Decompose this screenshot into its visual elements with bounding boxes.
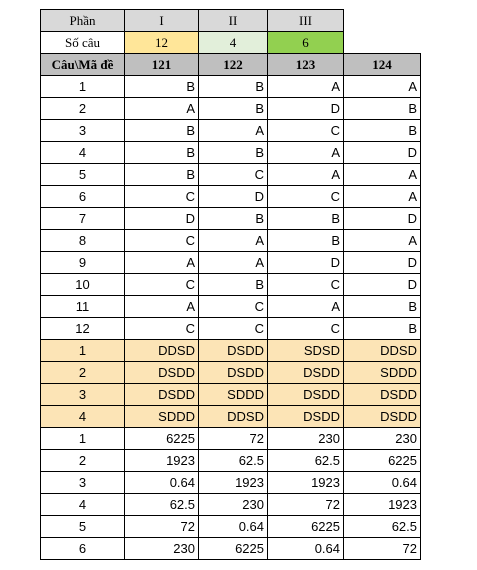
answer-cell[interactable]: 72: [125, 516, 199, 538]
answer-cell[interactable]: B: [344, 98, 421, 120]
answer-cell[interactable]: DSDD: [199, 362, 268, 384]
answer-cell[interactable]: SDDD: [199, 384, 268, 406]
answer-cell[interactable]: 62.5: [344, 516, 421, 538]
answer-cell[interactable]: B: [199, 208, 268, 230]
answer-cell[interactable]: A: [199, 120, 268, 142]
question-number-cell[interactable]: 5: [41, 164, 125, 186]
true-false-row: [41, 384, 421, 406]
count-part-iii[interactable]: 6: [268, 32, 344, 54]
counts-label[interactable]: Số câu: [41, 32, 125, 54]
answer-cell[interactable]: B: [344, 318, 421, 340]
answer-cell[interactable]: B: [125, 142, 199, 164]
short-answer-row: [41, 428, 421, 450]
answer-cell[interactable]: 230: [125, 538, 199, 560]
question-number-cell[interactable]: 1: [41, 340, 125, 362]
count-part-i[interactable]: 12: [125, 32, 199, 54]
answer-cell[interactable]: DDSD: [344, 340, 421, 362]
answer-cell[interactable]: 230: [268, 428, 344, 450]
mcq-row: [41, 164, 421, 186]
answer-cell[interactable]: 6225: [344, 450, 421, 472]
answer-key-table: [40, 9, 421, 560]
answer-cell[interactable]: SDSD: [268, 340, 344, 362]
true-false-row: [41, 406, 421, 428]
answer-cell[interactable]: DSDD: [268, 384, 344, 406]
part-iii-cell[interactable]: III: [268, 10, 344, 32]
question-number-cell[interactable]: 9: [41, 252, 125, 274]
question-number-cell[interactable]: 3: [41, 384, 125, 406]
answer-cell[interactable]: B: [125, 120, 199, 142]
answer-cell[interactable]: D: [344, 274, 421, 296]
code-header-124[interactable]: 124: [344, 54, 421, 76]
empty-cell: [344, 10, 421, 32]
question-number-cell[interactable]: 1: [41, 76, 125, 98]
answer-cell[interactable]: 72: [344, 538, 421, 560]
question-number-cell[interactable]: 5: [41, 516, 125, 538]
answer-cell[interactable]: A: [344, 186, 421, 208]
answer-cell[interactable]: B: [125, 76, 199, 98]
answer-cell[interactable]: 230: [199, 494, 268, 516]
code-header-122[interactable]: 122: [199, 54, 268, 76]
answer-cell[interactable]: B: [344, 120, 421, 142]
answer-cell[interactable]: C: [268, 274, 344, 296]
mcq-row: [41, 76, 421, 98]
answer-cell[interactable]: D: [344, 142, 421, 164]
answer-cell[interactable]: A: [125, 252, 199, 274]
answer-cell[interactable]: DSDD: [268, 406, 344, 428]
short-answer-row: [41, 494, 421, 516]
question-number-cell[interactable]: 8: [41, 230, 125, 252]
answer-cell[interactable]: C: [199, 318, 268, 340]
answer-cell[interactable]: A: [344, 164, 421, 186]
answer-cell[interactable]: 72: [268, 494, 344, 516]
answer-cell[interactable]: 72: [199, 428, 268, 450]
answer-cell[interactable]: A: [344, 76, 421, 98]
answer-cell[interactable]: D: [268, 252, 344, 274]
answer-cell[interactable]: 62.5: [125, 494, 199, 516]
answer-cell[interactable]: B: [125, 164, 199, 186]
parts-row: [41, 10, 421, 32]
answer-cell[interactable]: A: [268, 296, 344, 318]
question-number-cell[interactable]: 6: [41, 538, 125, 560]
corner-header[interactable]: Câu\Mã đề: [41, 54, 125, 76]
question-number-cell[interactable]: 2: [41, 98, 125, 120]
answer-cell[interactable]: A: [125, 98, 199, 120]
answer-cell[interactable]: B: [199, 98, 268, 120]
answer-cell[interactable]: DSDD: [268, 362, 344, 384]
answer-cell[interactable]: C: [268, 120, 344, 142]
answer-cell[interactable]: 1923: [344, 494, 421, 516]
answer-cell[interactable]: B: [199, 76, 268, 98]
short-answer-row: [41, 538, 421, 560]
question-number-cell[interactable]: 4: [41, 142, 125, 164]
answer-cell[interactable]: DDSD: [199, 406, 268, 428]
answer-cell[interactable]: 6225: [268, 516, 344, 538]
mcq-row: [41, 252, 421, 274]
answer-cell[interactable]: B: [199, 274, 268, 296]
mcq-row: [41, 186, 421, 208]
answer-cell[interactable]: 1923: [268, 472, 344, 494]
short-answer-row: [41, 516, 421, 538]
answer-cell[interactable]: C: [268, 186, 344, 208]
answer-cell[interactable]: A: [268, 164, 344, 186]
answer-cell[interactable]: 0.64: [344, 472, 421, 494]
answer-cell[interactable]: 6225: [199, 538, 268, 560]
question-number-cell[interactable]: 12: [41, 318, 125, 340]
answer-cell[interactable]: D: [199, 186, 268, 208]
question-number-cell[interactable]: 4: [41, 406, 125, 428]
answer-cell[interactable]: DDSD: [125, 340, 199, 362]
answer-cell[interactable]: 0.64: [268, 538, 344, 560]
code-header-123[interactable]: 123: [268, 54, 344, 76]
answer-cell[interactable]: D: [344, 208, 421, 230]
answer-cell[interactable]: 0.64: [199, 516, 268, 538]
code-header-row: [41, 54, 421, 76]
answer-cell[interactable]: A: [125, 296, 199, 318]
answer-cell[interactable]: D: [268, 98, 344, 120]
answer-cell[interactable]: A: [344, 230, 421, 252]
answer-cell[interactable]: C: [199, 296, 268, 318]
question-number-cell[interactable]: 4: [41, 494, 125, 516]
answer-cell[interactable]: DSDD: [344, 406, 421, 428]
answer-cell[interactable]: B: [344, 296, 421, 318]
question-number-cell[interactable]: 2: [41, 450, 125, 472]
mcq-row: [41, 274, 421, 296]
empty-cell: [344, 32, 421, 54]
short-answer-row: [41, 450, 421, 472]
mcq-row: [41, 296, 421, 318]
answer-cell[interactable]: D: [344, 252, 421, 274]
mcq-row: [41, 142, 421, 164]
answer-cell[interactable]: C: [125, 186, 199, 208]
answer-cell[interactable]: SDDD: [344, 362, 421, 384]
question-number-cell[interactable]: 3: [41, 472, 125, 494]
question-number-cell[interactable]: 11: [41, 296, 125, 318]
part-i-cell[interactable]: I: [125, 10, 199, 32]
answer-cell[interactable]: 1923: [125, 450, 199, 472]
answer-cell[interactable]: C: [125, 274, 199, 296]
answer-cell[interactable]: SDDD: [125, 406, 199, 428]
mcq-row: [41, 318, 421, 340]
counts-row: [41, 32, 421, 54]
answer-cell[interactable]: 62.5: [268, 450, 344, 472]
count-part-ii[interactable]: 4: [199, 32, 268, 54]
mcq-row: [41, 208, 421, 230]
answer-cell[interactable]: A: [199, 230, 268, 252]
mcq-row: [41, 120, 421, 142]
answer-cell[interactable]: C: [199, 164, 268, 186]
answer-cell[interactable]: 6225: [125, 428, 199, 450]
question-number-cell[interactable]: 2: [41, 362, 125, 384]
true-false-row: [41, 340, 421, 362]
short-answer-row: [41, 472, 421, 494]
answer-cell[interactable]: B: [268, 230, 344, 252]
answer-cell[interactable]: 62.5: [199, 450, 268, 472]
answer-cell[interactable]: C: [268, 318, 344, 340]
answer-cell[interactable]: A: [199, 252, 268, 274]
answer-cell[interactable]: DSDD: [125, 362, 199, 384]
question-number-cell[interactable]: 3: [41, 120, 125, 142]
question-number-cell[interactable]: 10: [41, 274, 125, 296]
code-header-121[interactable]: 121: [125, 54, 199, 76]
answer-cell[interactable]: 230: [344, 428, 421, 450]
answer-cell[interactable]: 0.64: [125, 472, 199, 494]
answer-cell[interactable]: B: [268, 208, 344, 230]
answer-cell[interactable]: DSDD: [199, 340, 268, 362]
answer-cell[interactable]: B: [199, 142, 268, 164]
answer-cell[interactable]: A: [268, 142, 344, 164]
answer-cell[interactable]: 1923: [199, 472, 268, 494]
part-ii-cell[interactable]: II: [199, 10, 268, 32]
answer-cell[interactable]: DSDD: [125, 384, 199, 406]
answer-cell[interactable]: C: [125, 230, 199, 252]
true-false-row: [41, 362, 421, 384]
mcq-row: [41, 230, 421, 252]
question-number-cell[interactable]: 1: [41, 428, 125, 450]
question-number-cell[interactable]: 7: [41, 208, 125, 230]
answer-cell[interactable]: C: [125, 318, 199, 340]
question-number-cell[interactable]: 6: [41, 186, 125, 208]
mcq-row: [41, 98, 421, 120]
answer-cell[interactable]: DSDD: [344, 384, 421, 406]
parts-label[interactable]: Phần: [41, 10, 125, 32]
answer-cell[interactable]: A: [268, 76, 344, 98]
answer-cell[interactable]: D: [125, 208, 199, 230]
